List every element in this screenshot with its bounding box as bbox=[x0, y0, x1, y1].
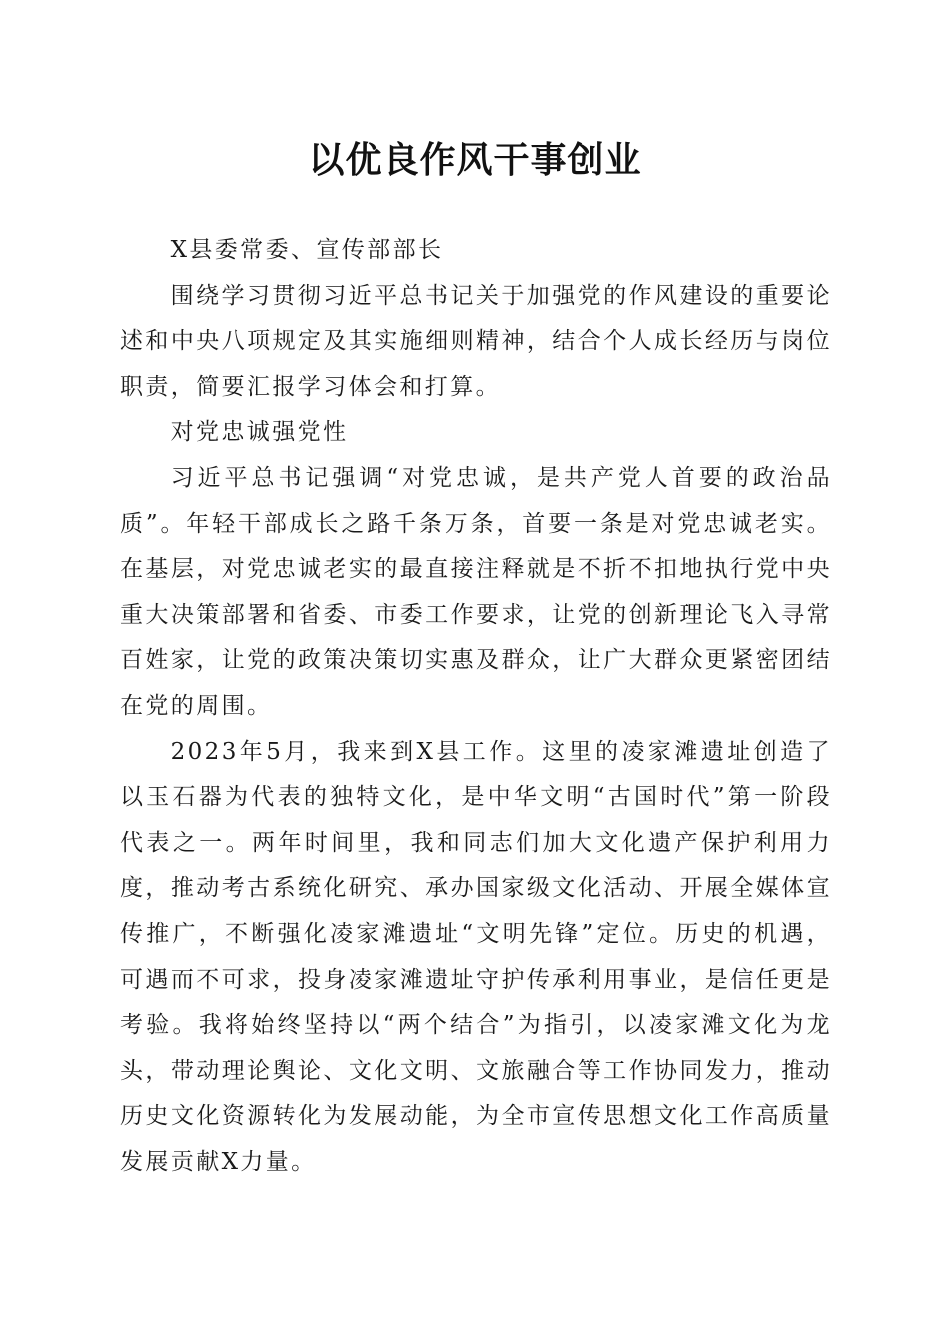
body-paragraph-2: 2023年5月，我来到X县工作。这里的凌家滩遗址创造了以玉石器为代表的独特文化，是中华文明“古国时代”第一阶段代表之一。两年时间里，我和同志们加大文化遗产保护利用力度，推动考古系统化研究、承办国家级文化活动、开展全媒体宣传推广，不断强化凌家滩遗址“文明先锋”定位。历史的机遇，可遇而不可求，投身凌家滩遗址守护传承利用事业，是信任更是考验。我将始终坚持以“两个结合”为指引，以凌家滩文化为龙头，带动理论舆论、文化文明、文旅融合等工作协同发力，推动历史文化资源转化为发展动能，为全市宣传思想文化工作高质量发展贡献X力量。 bbox=[120, 738, 832, 1175]
intro-paragraph: 围绕学习贯彻习近平总书记关于加强党的作风建设的重要论述和中央八项规定及其实施细则精神，结合个人成长经历与岗位职责，简要汇报学习体会和打算。 bbox=[120, 282, 832, 400]
section-heading: 对党忠诚强党性 bbox=[170, 419, 349, 446]
document-body bbox=[120, 228, 832, 1185]
author-line: X县委常委、宣传部部长 bbox=[170, 237, 444, 263]
document-title: 以优良作风干事创业 bbox=[308, 139, 642, 181]
body-paragraph-1: 习近平总书记强调“对党忠诚，是共产党人首要的政治品质”。年轻干部成长之路千条万条，首要一条是对党忠诚老实。在基层，对党忠诚老实的最直接注释就是不折不扣地执行党中央重大决策部署和省委、市委工作要求，让党的创新理论飞入寻常百姓家，让党的政策决策切实惠及群众，让广大群众更紧密团结在党的周围。 bbox=[120, 464, 832, 719]
